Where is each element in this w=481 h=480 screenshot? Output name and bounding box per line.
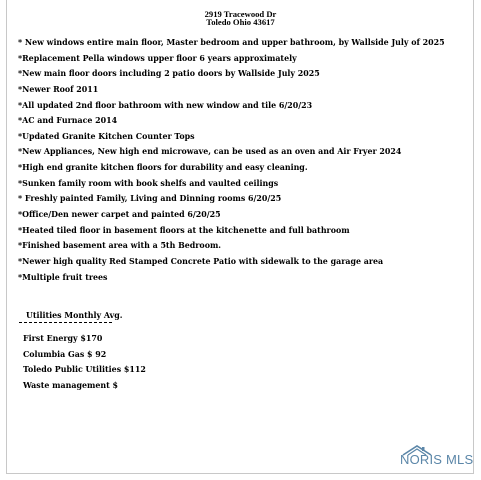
feature-item: *All updated 2nd floor bathroom with new window and tile 6/20/23 xyxy=(18,100,313,110)
feature-item: *Finished basement area with a 5th Bedroom. xyxy=(18,241,222,251)
feature-item: * New windows entire main floor, Master bedroom and upper bathroom, by Wallside July of 2025 xyxy=(18,38,445,47)
logo-text: NORIS MLS xyxy=(400,452,474,467)
utility-item: Waste management $ xyxy=(23,380,118,390)
feature-item: *Multiple fruit trees xyxy=(18,272,108,282)
feature-item: * Freshly painted Family, Living and Dinning rooms 6/20/25 xyxy=(18,194,282,204)
feature-item: *AC and Furnace 2014 xyxy=(18,116,118,126)
utility-item: Columbia Gas $ 92 xyxy=(23,349,107,359)
feature-list xyxy=(18,38,468,288)
feature-item: *Heated tiled floor in basement floors at the kitchenette and full bathroom xyxy=(18,225,350,235)
address-line-1: 2919 Tracewood Dr xyxy=(204,9,277,19)
noris-mls-logo xyxy=(398,444,474,470)
feature-item: *Updated Granite Kitchen Counter Tops xyxy=(18,131,195,141)
utility-item: First Energy $170 xyxy=(23,334,103,343)
feature-item: *High end granite kitchen floors for durability and easy cleaning. xyxy=(18,163,308,173)
address-line-2: Toledo Ohio 43617 xyxy=(206,17,275,27)
utilities-title: Utilities Monthly Avg. xyxy=(26,311,123,320)
utility-item: Toledo Public Utilities $112 xyxy=(23,365,146,374)
feature-item: *Sunken family room with book shelfs and vaulted ceilings xyxy=(18,178,279,188)
feature-item: *Office/Den newer carpet and painted 6/20/25 xyxy=(18,210,221,220)
utilities-list xyxy=(23,334,323,396)
feature-item: *New Appliances, New high end microwave, can be used as an oven and Air Fryer 2024 xyxy=(18,147,402,157)
feature-item: *Replacement Pella windows upper floor 6 years approximately xyxy=(18,53,297,63)
feature-item: *Newer Roof 2011 xyxy=(18,84,99,94)
feature-item: *Newer high quality Red Stamped Concrete Patio with sidewalk to the garage area xyxy=(18,256,384,266)
feature-item: *New main floor doors including 2 patio doors by Wallside July 2025 xyxy=(18,69,320,79)
utilities-divider xyxy=(19,322,112,323)
